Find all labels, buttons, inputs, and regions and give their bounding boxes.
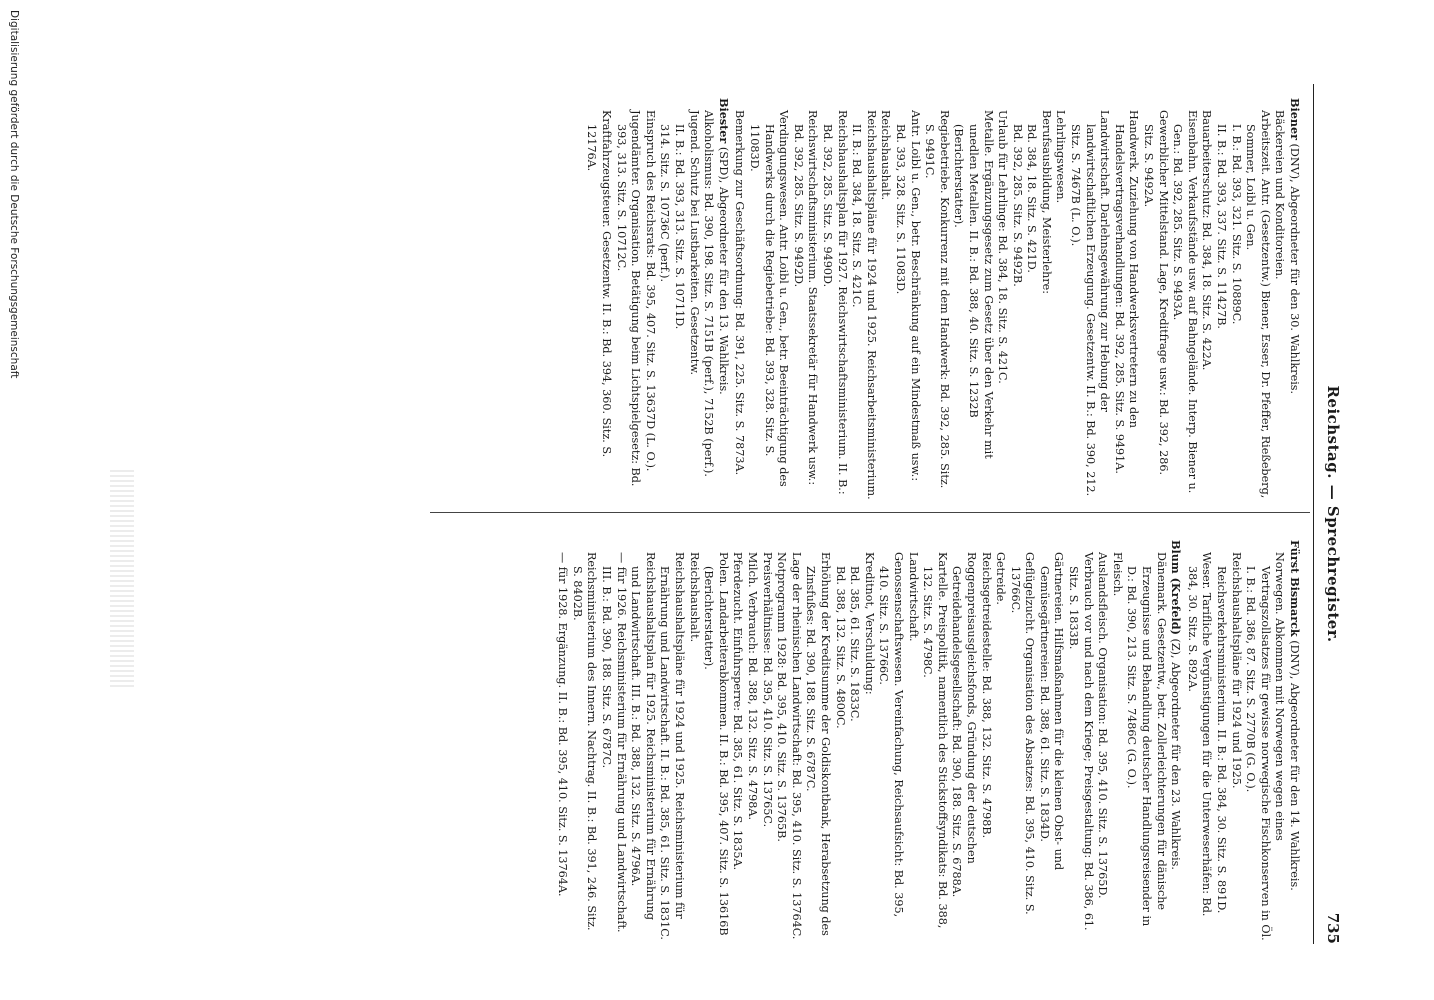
register-line: — für 1928. Ergänzung. II. B.: Bd. 395, 410. Sitz. S. 13764A. — [556, 552, 570, 897]
speaker-description: (Z), Abgeordneter für den 23. Wahlkreis. — [1169, 638, 1183, 870]
register-line: Reichshaushaltspläne für 1924 und 1925. Reichsministerium für Ernährung und Landwirtschaft. II. B.: Bd. 385, 61. Sitz. S. 1831C. — [658, 552, 687, 940]
right-column — [554, 526, 1302, 942]
register-line: I. B.: Bd. 393, 321. Sitz. S. 10889C. — [1229, 124, 1243, 325]
register-line: Roggenpreisausgleichsfonds, Gründung der deutschen Getreidehandelsgesellschaft: Bd. 390, 188. Sitz. S. 6788A. — [950, 552, 978, 898]
register-line: Landwirtschaft. — [906, 552, 920, 642]
register-line: Jugend. Schutz bei Lustbarkeiten. Gesetzentw. — [687, 110, 701, 376]
running-head-title: Reichstag. — Sprechregister. — [1324, 385, 1342, 643]
digitization-footer — [0, 0, 30, 1000]
register-line: Gewerblicher Mittelstand. Lage, Kreditfrage usw.: Bd. 392, 286. Sitz. S. 9492A. — [1142, 110, 1170, 476]
register-line: Kreditnot, Verschuldung: — [862, 552, 876, 695]
register-line: Notprogramm 1928: Bd. 395, 410. Sitz. S. 13765B. — [775, 552, 789, 842]
register-line: — für 1926. Reichsministerium für Ernährung und Landwirtschaft. III. B.: Bd. 390, 188. Sitz. S. 6787C. — [600, 552, 628, 933]
register-line: Reichshaushaltspläne für 1924 und 1925. Reichsarbeitsministerium. II. B.: Bd. 384, 18. Sitz. S. 421C. — [850, 110, 878, 500]
speaker-description: (DNV), Abgeordneter für den 30. Wahlkreis. — [1288, 143, 1301, 395]
register-line: Weser. Tarifliche Vergünstigungen für die Unterweserhäfen: Bd. 384, 30. Sitz. S. 892A. — [1185, 552, 1214, 917]
entry-heading — [1286, 98, 1302, 500]
register-line: Regiebetriebe. Konkurrenz mit dem Handwerk: Bd. 392, 285. Sitz. S. 9491C. — [923, 110, 951, 489]
speaker-name: Fürst Bismarck — [1288, 540, 1302, 637]
register-line: Milch. Verbrauch: Bd. 388, 132. Sitz. S. 4798A. — [746, 552, 760, 821]
register-line: Antr. Loibl u. Gen., betr. Beschränkung auf ein Mindestmaß usw.: Bd. 393, 328. Sitz. S. 11083D. — [893, 110, 922, 482]
register-line: Geflügelzucht. Organisation des Absatzes: Bd. 395, 410. Sitz. S. 13766C. — [1008, 552, 1037, 915]
speaker-description: (DNV), Abgeordneter für den 14. Wahlkreis. — [1288, 640, 1301, 891]
page-number: 735 — [1324, 912, 1342, 944]
register-line: Bd. 385, 61. Sitz. S. 1833C. — [848, 566, 862, 722]
register-entry — [1184, 526, 1302, 942]
speaker-name: Biester — [716, 98, 731, 144]
register-line: 314. Sitz. S. 10736C (perf.). — [658, 124, 672, 283]
register-line: Verdingungswesen. Antr. Loibl u. Gen., betr. Beeinträchtigung des Handwerks durch die Regiebetriebe: Bd. 393, 328. Sitz. S. 11083D. — [748, 110, 791, 487]
entry-heading — [1286, 540, 1302, 942]
register-line: II. B.: Bd. 393, 313. Sitz. S. 10711D. — [673, 124, 687, 330]
column-separator — [430, 512, 1310, 513]
scan-smudge — [110, 470, 134, 690]
speaker-description: (SPD), Abgeordneter für den 13. Wahlkreis. — [716, 146, 730, 395]
register-line: Lage der rheinischen Landwirtschaft: Bd. 395, 410. Sitz. S. 13764C. — [789, 552, 803, 940]
register-line: Lehrlingswesen. — [1054, 110, 1068, 204]
register-line: Bäckereien und Konditoreien. — [1273, 110, 1287, 280]
register-line: Eisenbahn. Verkaufsstände usw. auf Bahngelände. Interp. Biener u. Gen.: Bd. 392, 285. Sitz. S. 9493A. — [1171, 110, 1199, 494]
register-line: Landwirtschaft. Darlehnsgewährung zur Hebung der landwirtschaftlichen Erzeugung. Gesetzentw. II. B.: Bd. 390, 212. Sitz. S. 7467B (L. O.). — [1069, 110, 1112, 497]
register-line: Dänemark. Gesetzentw., betr. Zollerleichterungen für dänische Erzeugnisse und Behandlung deutscher Handlungsreisender in D.: Bd. 390, 213. Sitz. S. 7486C (G. O.). — [1125, 552, 1168, 927]
speaker-name: Blum (Krefeld) — [1169, 540, 1184, 635]
register-line: Reichswirtschaftsministerium. Staatssekretär für Handwerk usw.: Bd. 392, 285. Sitz. S. 9492D. — [791, 110, 820, 486]
register-line: Reichshaushaltspläne für 1924 und 1925. Reichsverkehrsministerium. II. B.: Bd. 384, 30. Sitz. S. 891D. — [1215, 552, 1243, 914]
register-line: Auslandsfleisch. Organisation: Bd. 395, 410. Sitz. S. 13765D. — [1096, 552, 1110, 899]
entry-heading — [1168, 540, 1184, 942]
register-line: Bemerkung zur Geschäftsordnung: Bd. 391, 225. Sitz. S. 7873A. — [733, 110, 747, 476]
register-line: Berufsausbildung, Meisterlehre: — [1039, 110, 1053, 295]
register-entry — [555, 526, 1184, 942]
register-line: Reichshaushaltsplan für 1927. Reichswirtschaftsministerium. II. B.: Bd. 392, 285. Sitz. S. 9490D. — [821, 110, 849, 495]
register-line: Reichsgetreidestelle: Bd. 388, 132. Sitz. S. 4798B. — [979, 552, 993, 839]
register-line: Bd. 388, 132. Sitz. S. 4800C. — [833, 566, 847, 729]
register-line: Metalle. Ergänzungsgesetz zum Gesetz über den Verkehr mit unedlen Metallen. II. B.: Bd. 388, 40. Sitz. S. 1232B (Berichterstatter). — [952, 110, 995, 459]
register-line: Einspruch des Reichsrats: Bd. 395, 407. Sitz. S. 13637D (L. O.). — [643, 110, 657, 472]
register-line: Reichsministerium des Innern. Nachtrag. II. B.: Bd. 391, 246. Sitz. S. 8402B. — [570, 552, 599, 931]
register-line: Urlaub für Lehrlinge: Bd. 384, 18. Sitz. S. 421C. — [996, 110, 1010, 384]
register-line: II. B.: Bd. 393, 337. Sitz. S. 11427B. — [1215, 124, 1229, 329]
register-line: Reichshaushalt. — [879, 110, 893, 201]
register-line: Bauarbeiterschutz: Bd. 384, 18. Sitz. S. 422A. — [1200, 110, 1214, 371]
register-entry — [584, 84, 731, 500]
register-line: Erhöhung der Kreditsumme der Goldiskontbank, Herabsetzung des Zinsfußes: Bd. 390, 188. Sitz. S. 6787C. — [804, 552, 832, 936]
speaker-name: Biener — [1288, 98, 1302, 140]
register-line: Preisverhältnisse: Bd. 395, 410. Sitz. S. 13765C. — [760, 552, 774, 828]
register-line: Arbeitszeit. Antr. (Gesetzentw.) Biener, Esser, Dr. Pfeffer, Rießeberg, Sommer, Loibl u. Gen. — [1244, 110, 1272, 499]
register-line: Kraftfahrzeugsteuer. Gesetzentw. II. B.: Bd. 394, 360. Sitz. S. 12176A. — [585, 110, 614, 458]
running-head — [1318, 84, 1346, 944]
left-column — [583, 84, 1302, 500]
header-rule — [1313, 84, 1314, 944]
register-line: Verbrauch vor und nach dem Kriege; Preisgestaltung: Bd. 386, 61. Sitz. S. 1833B. — [1067, 552, 1095, 931]
register-line: Reichshaushalt. — [687, 552, 701, 643]
page-content — [88, 84, 1346, 944]
register-line: Bd. 392, 285. Sitz. S. 9492B. — [1010, 124, 1024, 287]
register-line: Fleisch. — [1110, 552, 1124, 597]
entry-heading — [715, 98, 731, 500]
register-line: Bd. 384, 18. Sitz. S. 421D. — [1025, 124, 1039, 273]
register-line: Handwerk. Zuziehung von Handwerksvertretern zu den Handelsvertragsverhandlungen: Bd. 392, 285. Sitz. S. 9491A. — [1112, 110, 1141, 474]
register-line: Pferdezucht. Einfuhrsperre: Bd. 385, 61. Sitz. S. 1835A. — [731, 552, 745, 871]
footer-credit: Digitalisierung gefördert durch die Deutsche Forschungsgemeinschaft — [8, 10, 20, 379]
register-line: Jugendämter. Organisation. Betätigung beim Lichtspielgesetz: Bd. 393, 313. Sitz. S. 10712C. — [614, 110, 643, 487]
register-line: Reichshaushaltsplan für 1925. Reichsministerium für Ernährung und Landwirtschaft. III. B.: Bd. 388, 132. Sitz. S. 4796A. — [629, 552, 657, 921]
register-line: Alkoholismus: Bd. 390, 198. Sitz. S. 7151B (perf.), 7152B (perf.). — [702, 110, 716, 477]
register-line: Polen. Landarbeiterabkommen. II. B.: Bd. 395, 407. Sitz. S. 13616B (Berichterstatter). — [702, 552, 730, 936]
register-line: Genossenschaftswesen. Vereinfachung, Reichsaufsicht: Bd. 395, 410. Sitz. S. 13766C. — [877, 552, 905, 918]
register-entry — [732, 84, 1302, 500]
register-line: Gärtnereien. Hilfsmaßnahmen für die kleinen Obst- und Gemüsegärtnereien: Bd. 388, 61. Sitz. S. 1834D. — [1037, 552, 1066, 871]
register-line: Kartelle. Preispolitik, namentlich des Stickstoffsyndikats: Bd. 388, 132. Sitz. S. 4798C. — [921, 552, 949, 929]
register-line: Getreide. — [994, 552, 1008, 605]
register-line: Norwegen. Abkommen mit Norwegen wegen eines Vertragszollsatzes für gewisse norwegische Fischkonserven in Öl. I. B.: Bd. 386, 87. Sitz. S. 2770B (G. O.). — [1244, 552, 1287, 941]
